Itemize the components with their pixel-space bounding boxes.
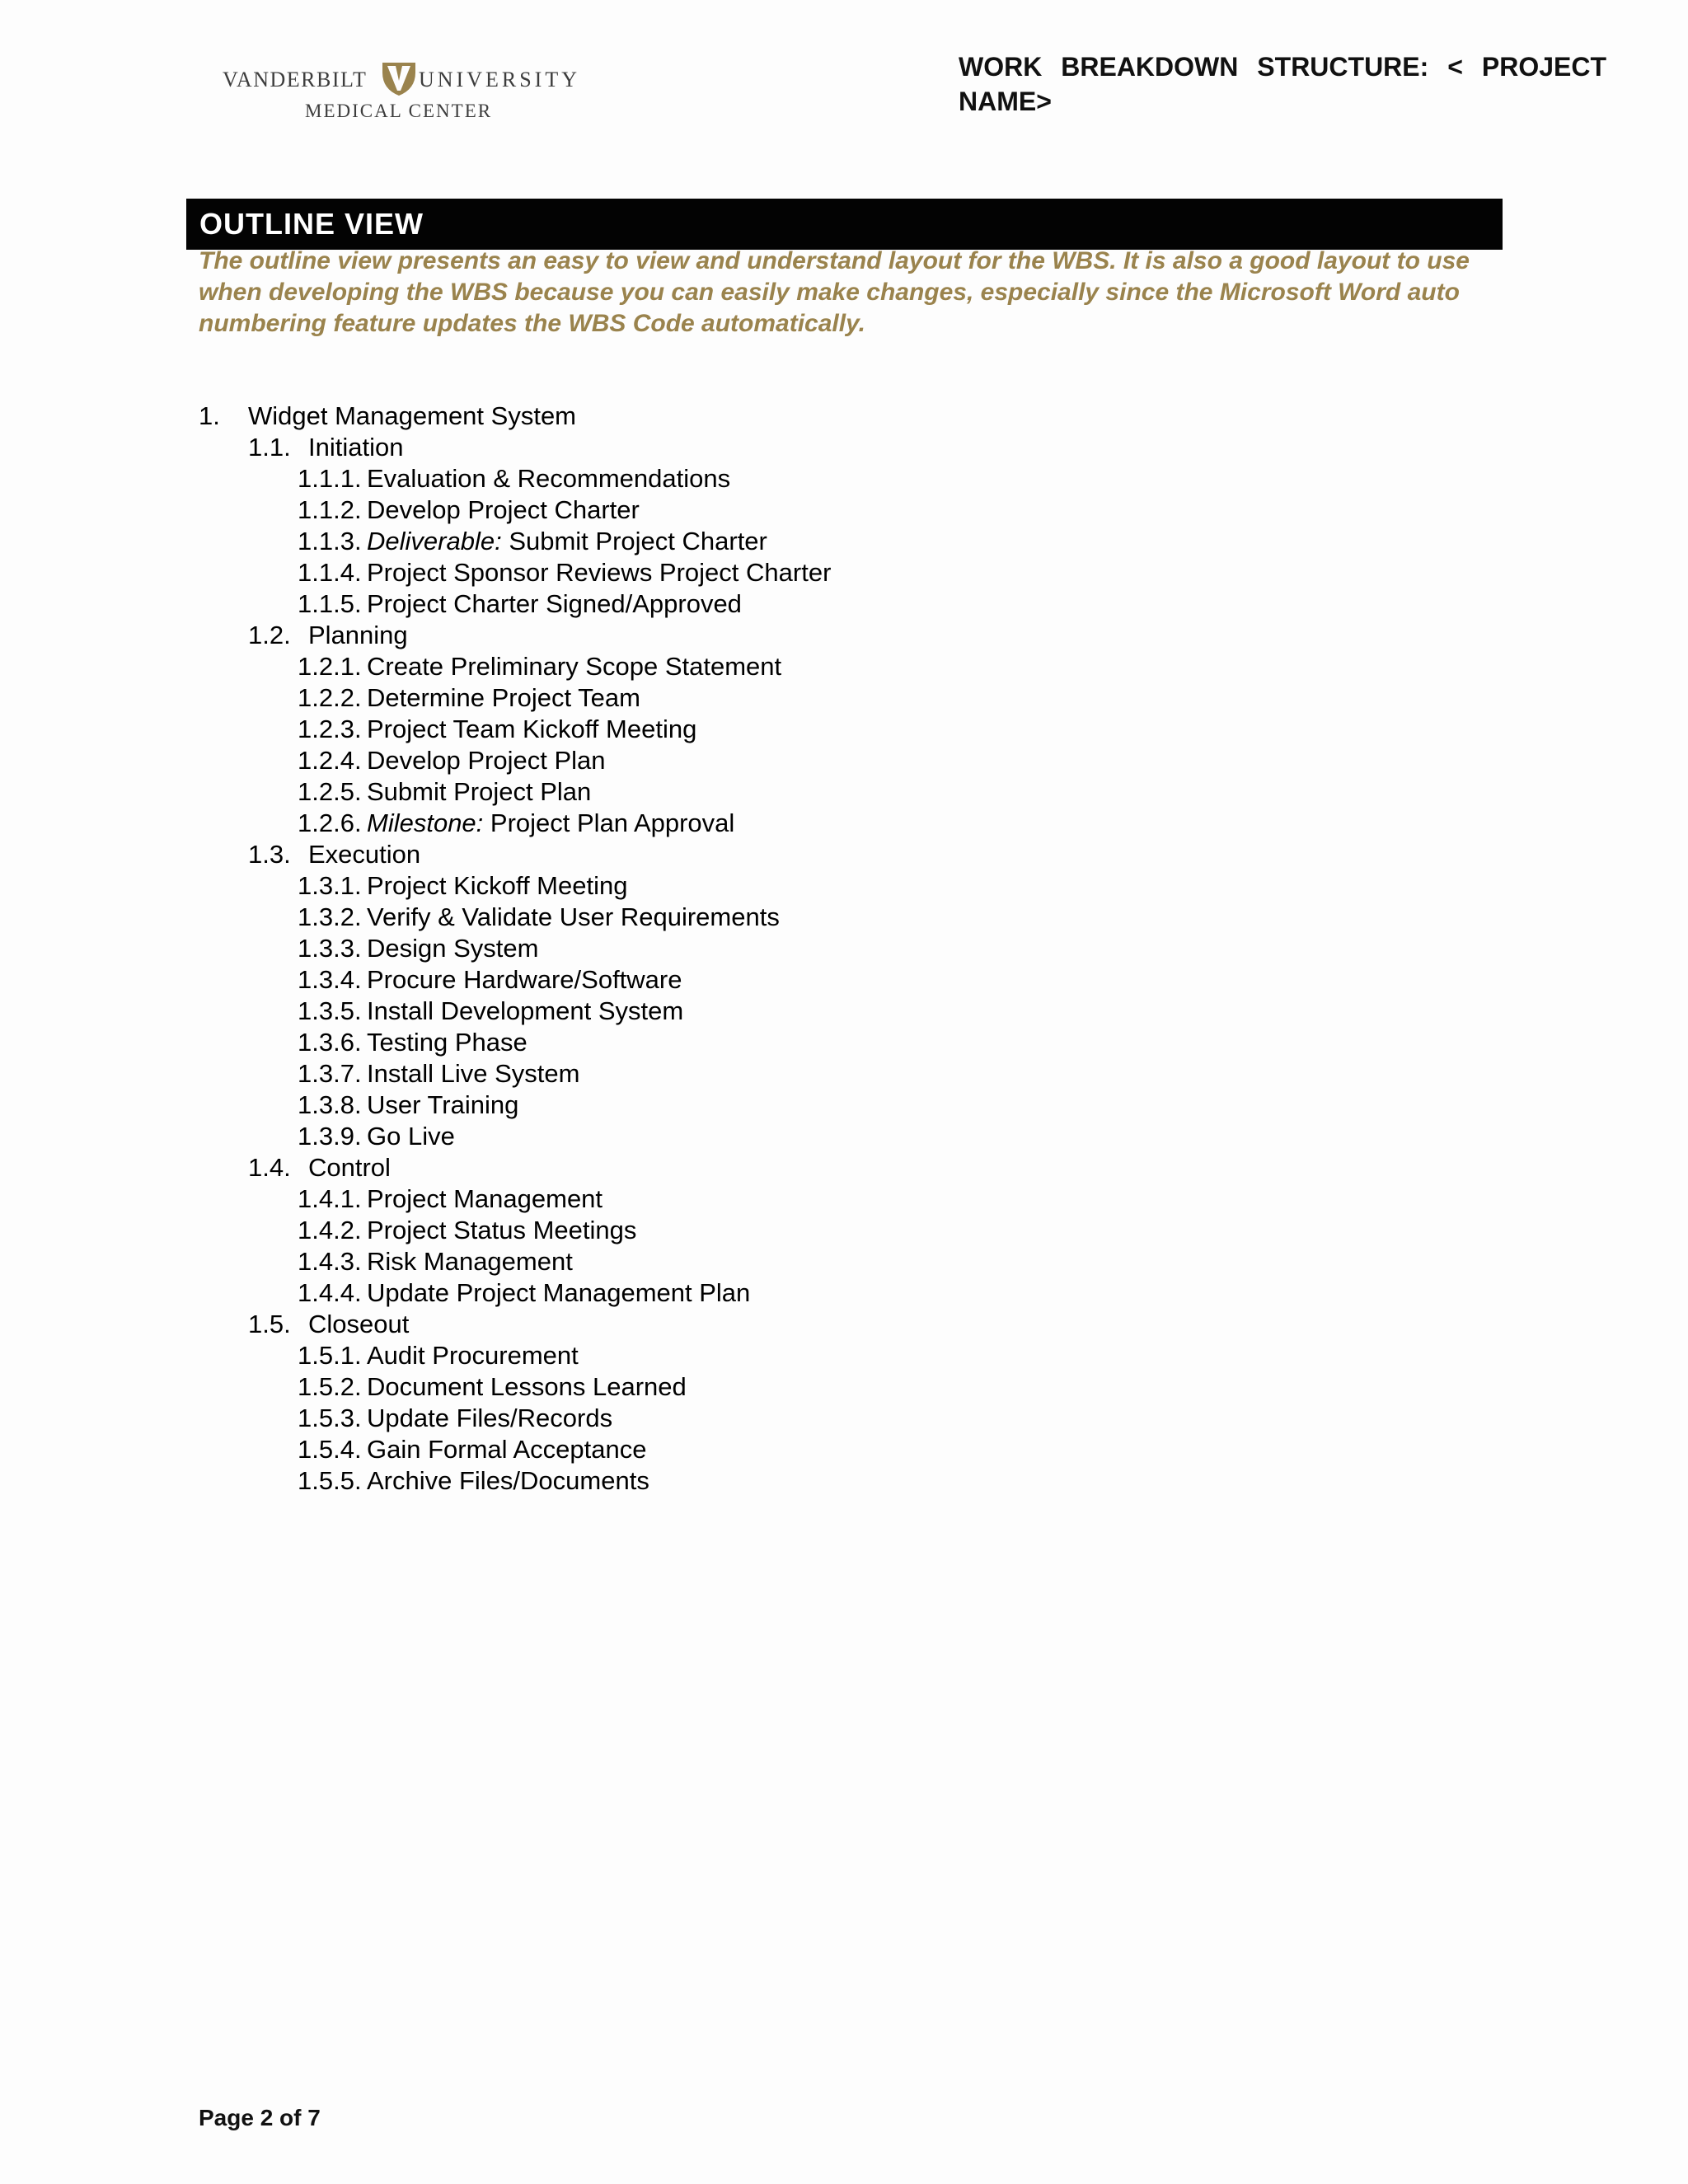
outline-item-level-3 bbox=[0, 808, 1688, 839]
outline-item-number: 1.4.2. bbox=[298, 1216, 362, 1244]
outline-item-level-3 bbox=[0, 1058, 1688, 1090]
outline-item-number: 1.1.4. bbox=[298, 558, 362, 587]
outline-item-level-3 bbox=[0, 1027, 1688, 1058]
outline-item-level-3 bbox=[0, 1371, 1688, 1403]
outline-item-text: Update Project Management Plan bbox=[367, 1278, 751, 1307]
outline-item-number: 1.1.3. bbox=[298, 527, 362, 555]
outline-item-text: Develop Project Plan bbox=[367, 746, 606, 775]
outline-item-level-2 bbox=[0, 620, 1688, 651]
outline-item-text: Create Preliminary Scope Statement bbox=[367, 652, 782, 681]
outline-item-number: 1.3.8. bbox=[298, 1090, 362, 1119]
outline-item-level-3 bbox=[0, 996, 1688, 1027]
outline-item-text bbox=[367, 526, 767, 557]
outline-item-number: 1.1.1. bbox=[298, 464, 362, 493]
outline-item-prefix: Milestone: bbox=[367, 808, 484, 837]
outline-item-number: 1.3.1. bbox=[298, 871, 362, 900]
outline-item-level-3 bbox=[0, 870, 1688, 902]
outline-item-level-3 bbox=[0, 964, 1688, 996]
outline-item-text: Project Status Meetings bbox=[367, 1216, 637, 1244]
outline-item-text: Evaluation & Recommendations bbox=[367, 464, 731, 493]
outline-item-level-2 bbox=[0, 432, 1688, 463]
outline-item-text: Verify & Validate User Requirements bbox=[367, 902, 780, 931]
outline-item-text: Widget Management System bbox=[248, 401, 577, 430]
outline-item-level-3 bbox=[0, 902, 1688, 933]
outline-item-number: 1.1. bbox=[248, 433, 291, 462]
outline-item-number: 1.5.3. bbox=[298, 1404, 362, 1432]
outline-item-level-2 bbox=[0, 839, 1688, 870]
outline-item-number: 1.4.4. bbox=[298, 1278, 362, 1307]
outline-item-text: Audit Procurement bbox=[367, 1341, 579, 1370]
outline-item-text: Determine Project Team bbox=[367, 683, 640, 712]
outline-item-number: 1.3.2. bbox=[298, 902, 362, 931]
outline-item-prefix: Deliverable: bbox=[367, 527, 502, 555]
vanderbilt-logo bbox=[221, 53, 584, 127]
outline-item-level-3 bbox=[0, 1246, 1688, 1277]
outline-item-number: 1.4.3. bbox=[298, 1247, 362, 1276]
outline-item-level-3 bbox=[0, 494, 1688, 526]
outline-item-level-3 bbox=[0, 1340, 1688, 1371]
section-header-bar bbox=[186, 199, 1503, 250]
outline-item-number: 1.2.1. bbox=[298, 652, 362, 681]
outline-item-number: 1.4.1. bbox=[298, 1184, 362, 1213]
outline-item-text: Install Development System bbox=[367, 996, 684, 1025]
outline-item-text: Project Sponsor Reviews Project Charter bbox=[367, 558, 832, 587]
outline-item-level-3 bbox=[0, 1403, 1688, 1434]
outline-item-level-3 bbox=[0, 651, 1688, 682]
outline-item-text: Go Live bbox=[367, 1122, 455, 1151]
outline-item-number: 1.5.5. bbox=[298, 1466, 362, 1495]
outline-item-text: Update Files/Records bbox=[367, 1404, 613, 1432]
outline-item-text: Design System bbox=[367, 934, 539, 963]
outline-item-number: 1.4. bbox=[248, 1153, 291, 1182]
outline-item-number: 1.2. bbox=[248, 621, 291, 649]
outline-item-text: Develop Project Charter bbox=[367, 495, 640, 524]
outline-item-number: 1.3.9. bbox=[298, 1122, 362, 1151]
outline-item-text: Risk Management bbox=[367, 1247, 573, 1276]
outline-item-number: 1.2.3. bbox=[298, 715, 362, 743]
outline-item-label: Project Plan Approval bbox=[483, 808, 735, 837]
outline-item-text: Control bbox=[308, 1153, 391, 1182]
outline-item-text bbox=[367, 808, 734, 839]
outline-item-level-2 bbox=[0, 1152, 1688, 1183]
outline-item-number: 1.3.5. bbox=[298, 996, 362, 1025]
outline-item-text: Project Charter Signed/Approved bbox=[367, 589, 742, 618]
outline-item-level-3 bbox=[0, 1121, 1688, 1152]
outline-item-number: 1.3.6. bbox=[298, 1028, 362, 1057]
outline-item-level-3 bbox=[0, 745, 1688, 776]
outline-item-level-3 bbox=[0, 714, 1688, 745]
shield-icon bbox=[381, 61, 417, 97]
outline-item-level-3 bbox=[0, 588, 1688, 620]
outline-item-level-3 bbox=[0, 1465, 1688, 1497]
outline-item-level-2 bbox=[0, 1309, 1688, 1340]
outline-item-text: Testing Phase bbox=[367, 1028, 528, 1057]
outline-item-label: Submit Project Charter bbox=[501, 527, 767, 555]
outline-item-number: 1.5.4. bbox=[298, 1435, 362, 1464]
outline-item-number: 1.2.4. bbox=[298, 746, 362, 775]
outline-item-number: 1. bbox=[199, 401, 220, 430]
outline-item-level-3 bbox=[0, 557, 1688, 588]
outline-item-level-3 bbox=[0, 463, 1688, 494]
outline-item-text: Project Team Kickoff Meeting bbox=[367, 715, 697, 743]
outline-item-text: Project Kickoff Meeting bbox=[367, 871, 628, 900]
outline-item-text: Execution bbox=[308, 840, 421, 869]
outline-item-level-3 bbox=[0, 933, 1688, 964]
outline-item-text: Document Lessons Learned bbox=[367, 1372, 687, 1401]
section-intro: The outline view presents an easy to view and understand layout for the WBS. It is also a good layout to use when developing the WBS because you can easily make changes, especially since the Microsoft Word auto numbering feature updates the WBS Code automatically. bbox=[199, 247, 1470, 337]
outline-item-number: 1.1.5. bbox=[298, 589, 362, 618]
outline-item-level-1 bbox=[0, 401, 1688, 432]
outline-item-text: Procure Hardware/Software bbox=[367, 965, 682, 994]
outline-item-level-3 bbox=[0, 776, 1688, 808]
outline-item-number: 1.1.2. bbox=[298, 495, 362, 524]
logo-subtext: MEDICAL CENTER bbox=[305, 101, 493, 121]
outline-item-text: Planning bbox=[308, 621, 408, 649]
outline-item-level-3 bbox=[0, 1434, 1688, 1465]
section-title: OUTLINE VIEW bbox=[199, 207, 424, 241]
outline-item-text: Submit Project Plan bbox=[367, 777, 592, 806]
outline-item-text: Archive Files/Documents bbox=[367, 1466, 649, 1495]
outline-item-level-3 bbox=[0, 1183, 1688, 1215]
outline-item-text: Gain Formal Acceptance bbox=[367, 1435, 647, 1464]
outline-item-number: 1.3. bbox=[248, 840, 291, 869]
outline-item-text: Closeout bbox=[308, 1310, 410, 1338]
outline-item-number: 1.2.6. bbox=[298, 808, 362, 837]
outline-item-level-3 bbox=[0, 1215, 1688, 1246]
outline-item-number: 1.3.3. bbox=[298, 934, 362, 963]
outline-item-number: 1.5. bbox=[248, 1310, 291, 1338]
outline-item-number: 1.5.2. bbox=[298, 1372, 362, 1401]
outline-item-level-3 bbox=[0, 682, 1688, 714]
outline-item-number: 1.3.4. bbox=[298, 965, 362, 994]
outline-item-number: 1.2.5. bbox=[298, 777, 362, 806]
outline-item-text: Install Live System bbox=[367, 1059, 580, 1088]
outline-item-level-3 bbox=[0, 1277, 1688, 1309]
outline-item-level-3 bbox=[0, 526, 1688, 557]
document-title: WORK BREAKDOWN STRUCTURE: < PROJECT NAME> bbox=[959, 52, 1606, 116]
logo-text-left: VANDERBILT bbox=[223, 68, 368, 91]
outline-item-text: Project Management bbox=[367, 1184, 603, 1213]
outline-item-level-3 bbox=[0, 1090, 1688, 1121]
outline-item-number: 1.3.7. bbox=[298, 1059, 362, 1088]
outline-item-text: User Training bbox=[367, 1090, 519, 1119]
outline-item-text: Initiation bbox=[308, 433, 404, 462]
outline-item-number: 1.5.1. bbox=[298, 1341, 362, 1370]
page-number: Page 2 of 7 bbox=[199, 2105, 321, 2130]
logo-text-right: UNIVERSITY bbox=[419, 68, 580, 91]
outline-item-number: 1.2.2. bbox=[298, 683, 362, 712]
